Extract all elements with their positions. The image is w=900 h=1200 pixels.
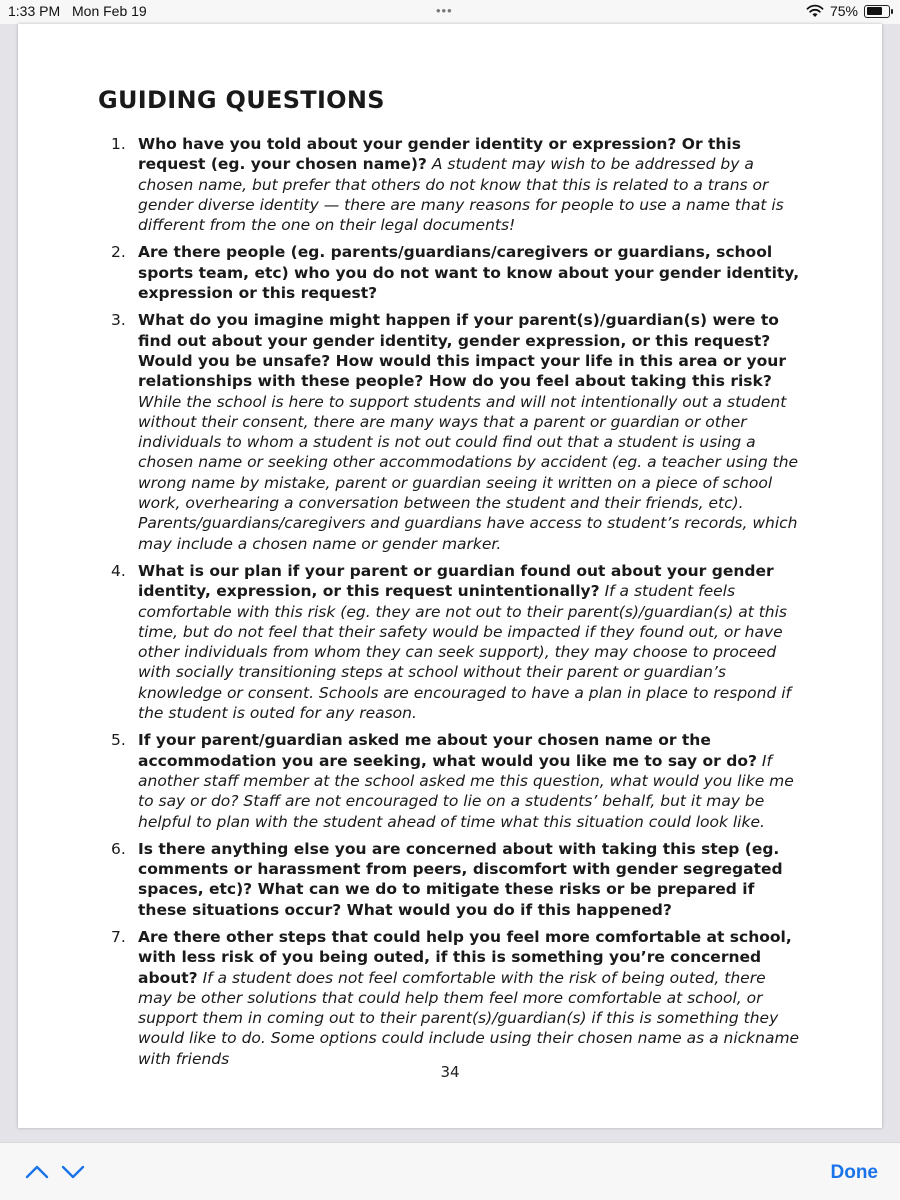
battery-percent: 75%: [829, 3, 858, 19]
question-guidance: If a student does not feel comfortable with the risk of being outed, there may be other solutions that could help them feel more comfortable at school, or support them in coming out to their parent(s)/guardian(s) if this is something they would like to do. Some options could include using their chosen name as a nickname with friends: [138, 968, 800, 1068]
question-number: 7.: [111, 927, 126, 946]
battery-nub: [891, 9, 893, 14]
question-item: [103, 839, 803, 920]
question-text: Who have you told about your gender identity or expression? Or this request (eg. your chosen name)?: [138, 135, 741, 174]
multitasking-dots[interactable]: •••: [436, 3, 453, 18]
status-time: 1:33 PM: [8, 3, 61, 19]
guiding-questions-list: [103, 134, 803, 1076]
question-number: 4.: [111, 561, 126, 580]
previous-result-chevron-up-icon[interactable]: [24, 1161, 50, 1183]
battery-fill: [867, 7, 882, 15]
page-number: 34: [440, 1063, 460, 1081]
question-number: 2.: [111, 243, 126, 262]
document-page: [18, 24, 882, 1128]
question-guidance: While the school is here to support students and will not intentionally out a student without their consent, there are many ways that a parent or guardian or other individuals to whom a student is not out could find out that a student is using a chosen name or seeking other accommodations by accident (eg. a teacher using the wrong name by mistake, parent or guardian seeing it written on a piece of school work, overhearing a conversation between the student and their friends, etc). Parents/guardians/caregivers and guardians have access to student’s records, which may include a chosen name or gender marker.: [138, 392, 799, 553]
battery-icon: [864, 5, 890, 18]
status-date: Mon Feb 19: [72, 3, 147, 19]
question-item: [103, 310, 803, 554]
page-title: GUIDING QUESTIONS: [98, 86, 385, 114]
question-item: [103, 561, 803, 723]
wifi-icon: [806, 4, 824, 18]
question-text: If your parent/guardian asked me about your chosen name or the accommodation you are seeking, what would you like me to say or do?: [138, 731, 757, 770]
question-item: [103, 927, 803, 1069]
question-number: 1.: [111, 135, 126, 153]
question-number: 5.: [111, 731, 126, 750]
question-number: 6.: [111, 839, 126, 858]
question-guidance: If a student feels comfortable with this risk (eg. they are not out to their parent(s)/guardian(s) at this time, but do not feel that their safety would be impacted if they found out, or have other individuals from whom they can seek support), they may choose to proceed with socially transitioning steps at school without their parent or guardian’s knowledge or consent. Schools are encouraged to have a plan in place to respond if the student is outed for any reason.: [138, 582, 792, 723]
question-text: What do you imagine might happen if your parent(s)/guardian(s) were to find out about your gender identity, gender expression, or this request? Would you be unsafe? How would this impact your life in this area or your relationships with these people? How do you feel about taking this risk?: [138, 311, 786, 391]
status-bar: [0, 0, 900, 24]
question-guidance: If another staff member at the school asked me this question, what would you like me to say or do? Staff are not encouraged to lie on a students’ behalf, but it may be helpful to plan with the student ahead of time what this situation could look like.: [138, 751, 794, 831]
question-item: [103, 242, 803, 303]
question-number: 3.: [111, 311, 126, 330]
question-text: Are there other steps that could help you feel more comfortable at school, with less risk of you being outed, if this is something you’re concerned about?: [138, 927, 792, 987]
question-text: Are there people (eg. parents/guardians/caregivers or guardians, school sports team, etc) who you do not want to know about your gender identity, expression or this request?: [138, 243, 800, 303]
question-guidance: A student may wish to be addressed by a chosen name, but prefer that others do not know that this is related to a trans or gender diverse identity — there are many reasons for people to use a name that is different from the one on their legal documents!: [138, 155, 784, 235]
question-item: [103, 134, 803, 235]
next-result-chevron-down-icon[interactable]: [60, 1161, 86, 1183]
bottom-toolbar: [0, 1142, 900, 1200]
question-text: Is there anything else you are concerned about with taking this step (eg. comments or harassment from peers, discomfort with gender segregated spaces, etc)? What can we do to mitigate these risks or be prepared if these situations occur? What would you do if this happened?: [138, 839, 783, 919]
question-item: [103, 730, 803, 831]
question-text: What is our plan if your parent or guardian found out about your gender identity, expression, or this request unintentionally?: [138, 561, 774, 601]
done-button[interactable]: Done: [830, 1162, 878, 1183]
status-indicators: [806, 3, 890, 19]
